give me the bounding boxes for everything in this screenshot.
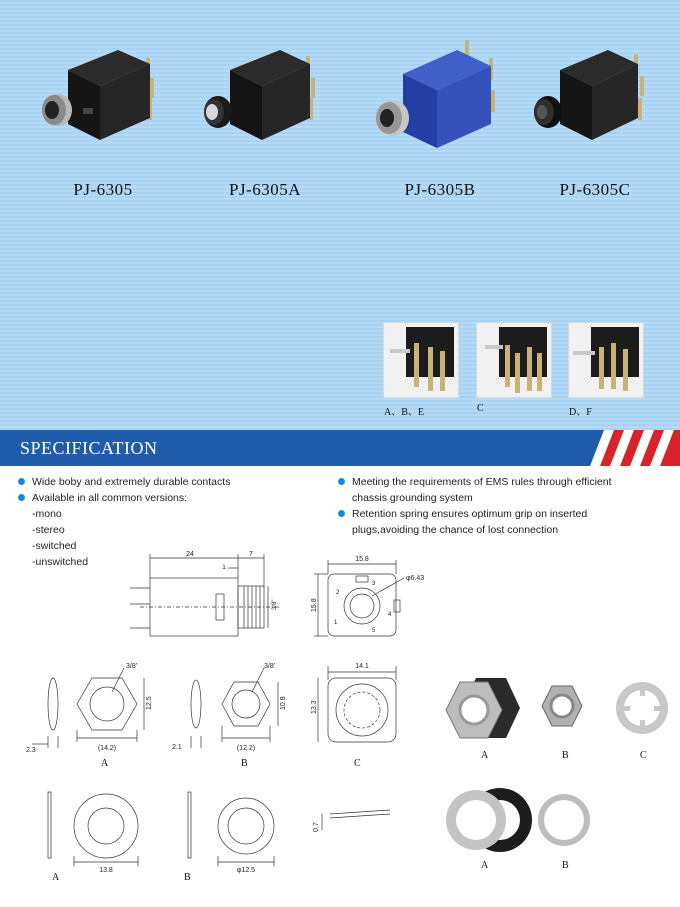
version-item: -mono: [32, 508, 62, 520]
pin-view-photo: [568, 322, 644, 398]
dim-side-small: 1: [222, 565, 226, 571]
pin-number: 4: [388, 612, 392, 618]
photo-caption: B: [562, 860, 569, 871]
nut-b-drawing: [168, 656, 308, 756]
pin-view-photo: [383, 322, 459, 398]
dim-side-gap: 7: [249, 551, 253, 558]
drawing-caption: B: [184, 872, 191, 883]
nut-a-drawing: [20, 656, 160, 756]
ring-photos: [440, 782, 600, 858]
spec-bullet-continuation: chassis grounding system: [352, 492, 473, 504]
dim-side-length: 24: [186, 551, 194, 558]
pin-number: 3: [372, 581, 376, 587]
pin-number: 1: [334, 620, 338, 626]
ring-b-drawing: [180, 786, 300, 876]
drawing-caption: A: [52, 872, 60, 883]
dim-nut-b-thick: 2.1: [172, 744, 182, 751]
section-title: SPECIFICATION: [20, 438, 158, 458]
dim-washer-c-width: 14.1: [355, 663, 369, 670]
section-header-bar: [0, 430, 680, 466]
product-showcase: [0, 0, 680, 430]
ring-a-drawing: [40, 786, 160, 876]
front-view-drawing: [308, 552, 438, 648]
side-view-drawing: [120, 548, 290, 648]
product-model-label: PJ-6305B: [404, 180, 476, 199]
dim-front-dia: φ6.43: [406, 575, 425, 582]
photo-caption: C: [640, 750, 647, 761]
product-image-pj-6305: [28, 40, 178, 150]
version-item: -stereo: [32, 524, 65, 536]
dim-nut-b-thread: 3/8': [264, 663, 276, 670]
nut-washer-photos: [440, 672, 670, 752]
dim-nut-a-thread: 3/8': [126, 663, 138, 670]
dim-front-height: 15.8: [311, 598, 318, 612]
spec-bullet: Available in all common versions:: [18, 490, 318, 506]
dim-nut-b-width: (12.2): [236, 745, 256, 752]
pin-number: 5: [372, 628, 376, 634]
dim-nut-b-height: 10.8: [280, 696, 287, 710]
product-model-label: PJ-6305C: [559, 180, 631, 199]
dim-nut-a-height: 12.5: [146, 696, 153, 710]
spec-bullet: Retention spring ensures optimum grip on inserted: [338, 506, 668, 522]
dim-ring-b-width: φ12.5: [236, 867, 256, 874]
drawing-caption: B: [241, 758, 248, 769]
version-item: -unswitched: [32, 556, 89, 568]
pin-view-label: C: [477, 403, 484, 414]
version-item: -switched: [32, 540, 77, 552]
drawing-caption: C: [354, 758, 361, 769]
dim-nut-a-width: (14.2): [97, 745, 117, 752]
pin-number: 2: [336, 590, 340, 596]
washer-c-drawing: [308, 656, 418, 760]
pin-view-label: A、B、E: [384, 407, 424, 418]
spec-right-column: [338, 474, 668, 538]
washer-thickness-drawing: [308, 796, 408, 836]
photo-caption: A: [481, 750, 489, 761]
spec-bullet: Wide boby and extremely durable contacts: [18, 474, 318, 490]
dim-nut-a-thick: 2.3: [26, 747, 36, 754]
product-image-pj-6305b: [365, 40, 515, 150]
product-model-label: PJ-6305: [73, 180, 133, 199]
product-image-pj-6305c: [520, 40, 670, 150]
spec-bullet: Meeting the requirements of EMS rules through efficient: [338, 474, 668, 490]
photo-caption: A: [481, 860, 489, 871]
dim-side-thread: 3/8": [272, 599, 278, 610]
dim-ring-a-width: 13.8: [99, 867, 113, 874]
pin-view-label: D、F: [569, 407, 592, 418]
dim-washer-c-thick: 0.7: [313, 822, 320, 832]
decorative-stripes: [590, 430, 680, 466]
pin-view-photo: [476, 322, 552, 398]
dim-front-width: 15.8: [355, 556, 369, 563]
product-model-label: PJ-6305A: [228, 180, 301, 199]
spec-bullet-continuation: plugs,avoiding the chance of lost connection: [352, 524, 559, 536]
product-image-pj-6305a: [190, 40, 340, 150]
photo-caption: B: [562, 750, 569, 761]
drawing-caption: A: [101, 758, 109, 769]
dim-washer-c-height: 13.3: [311, 700, 318, 714]
